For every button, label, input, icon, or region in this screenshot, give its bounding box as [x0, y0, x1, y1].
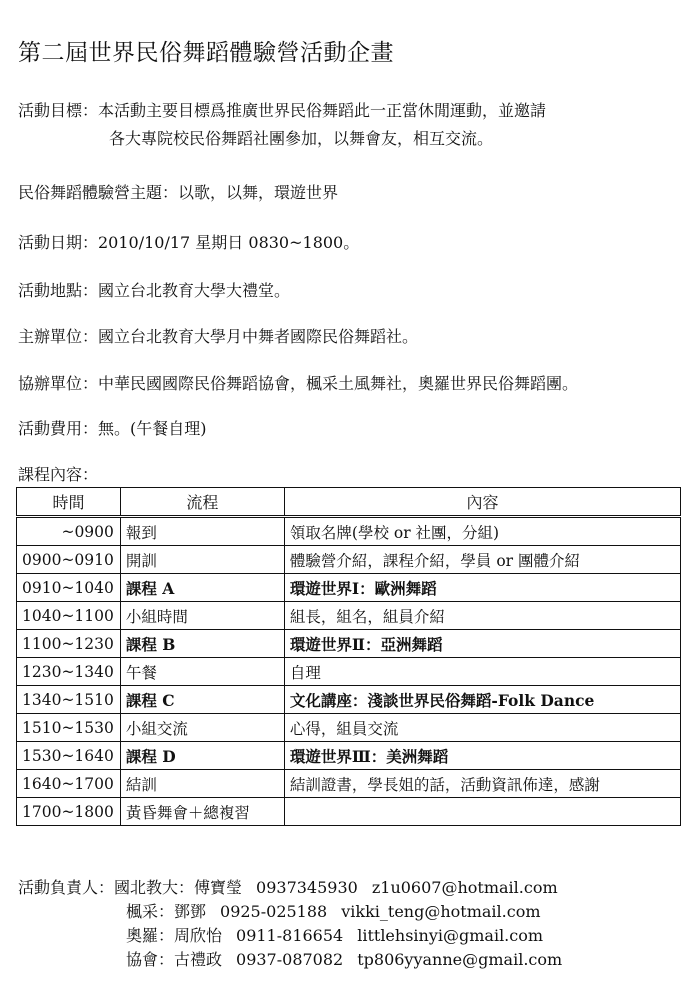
- time-cell: 1510~1530: [17, 714, 121, 742]
- content-cell: 組長，組名，組員介紹: [284, 602, 680, 630]
- flow-cell: 小組時間: [120, 602, 284, 630]
- schedule-label: 課程內容：: [18, 465, 99, 484]
- time-cell: ~0900: [17, 517, 121, 546]
- contact-phone: 0937345930: [256, 878, 358, 897]
- table-row: [17, 686, 681, 714]
- time-cell: 1230~1340: [17, 658, 121, 686]
- organizer-text: 主辦單位：國立台北教育大學月中舞者國際民俗舞蹈社。: [18, 327, 419, 346]
- flow-cell: 報到: [120, 517, 284, 546]
- document-title: 第二屆世界民俗舞蹈體驗營活動企畫: [18, 40, 394, 66]
- content-cell: 環遊世界Ⅱ：亞洲舞蹈: [284, 630, 680, 658]
- contact-line: [18, 876, 562, 900]
- time-cell: 1040~1100: [17, 602, 121, 630]
- table-row: [17, 630, 681, 658]
- contact-line: [18, 924, 562, 948]
- flow-cell: 結訓: [120, 770, 284, 798]
- content-cell: 結訓證書，學長姐的話，活動資訊佈達，感謝: [284, 770, 680, 798]
- flow-cell: 黃昏舞會＋總複習: [120, 798, 284, 826]
- theme-text: 民俗舞蹈體驗營主題：以歌，以舞，環遊世界: [18, 183, 339, 202]
- contact-email[interactable]: tp806yyanne@gmail.com: [357, 950, 563, 969]
- contacts-label: 活動負責人：: [18, 878, 115, 897]
- co-organizer-text: 協辦單位：中華民國國際民俗舞蹈協會，楓采土風舞社，奧羅世界民俗舞蹈團。: [18, 374, 579, 393]
- time-cell: 1640~1700: [17, 770, 121, 798]
- contact-org-name: 協會：古禮政: [126, 950, 223, 969]
- contact-email[interactable]: littlehsinyi@gmail.com: [357, 926, 544, 945]
- contact-line: [18, 900, 562, 924]
- time-cell: 1700~1800: [17, 798, 121, 826]
- table-row: [17, 517, 681, 546]
- table-row: [17, 602, 681, 630]
- flow-cell: 小組交流: [120, 714, 284, 742]
- content-cell: 體驗營介紹，課程介紹，學員 or 團體介紹: [284, 546, 680, 574]
- contact-org-name: 奧羅：周欣怡: [126, 926, 223, 945]
- table-row: [17, 714, 681, 742]
- header-flow: 流程: [120, 488, 284, 517]
- contact-phone: 0925-025188: [220, 902, 328, 921]
- flow-cell: 午餐: [120, 658, 284, 686]
- objective-line-2: 各大專院校民俗舞蹈社團參加，以舞會友，相互交流。: [109, 129, 494, 148]
- table-header-row: [17, 488, 681, 517]
- header-time: 時間: [17, 488, 121, 517]
- time-cell: 1100~1230: [17, 630, 121, 658]
- contact-org-name: 楓采：鄧鄧: [126, 902, 207, 921]
- content-cell: 心得，組員交流: [284, 714, 680, 742]
- header-content: 內容: [284, 488, 680, 517]
- contact-phone: 0937-087082: [236, 950, 344, 969]
- time-cell: 1340~1510: [17, 686, 121, 714]
- flow-cell: 課程 D: [120, 742, 284, 770]
- flow-cell: 開訓: [120, 546, 284, 574]
- table-row: [17, 658, 681, 686]
- objective-line-1: 活動目標：本活動主要目標爲推廣世界民俗舞蹈此一正當休閒運動，並邀請: [18, 101, 547, 120]
- content-cell: 領取名牌(學校 or 社團，分組): [284, 517, 680, 546]
- table-row: [17, 546, 681, 574]
- content-cell: 環遊世界Ⅰ：歐洲舞蹈: [284, 574, 680, 602]
- table-row: [17, 574, 681, 602]
- content-cell: 環遊世界Ⅲ：美洲舞蹈: [284, 742, 680, 770]
- contacts-section: [18, 876, 562, 972]
- table-row: [17, 798, 681, 826]
- table-row: [17, 742, 681, 770]
- content-cell: [284, 798, 680, 826]
- table-row: [17, 770, 681, 798]
- content-cell: 自理: [284, 658, 680, 686]
- time-cell: 1530~1640: [17, 742, 121, 770]
- contact-org-name: 國北教大：傅寶瑩: [114, 878, 243, 897]
- contact-phone: 0911-816654: [236, 926, 344, 945]
- fee-text: 活動費用：無。(午餐自理): [18, 419, 207, 438]
- contact-email[interactable]: z1u0607@hotmail.com: [371, 878, 558, 897]
- content-cell: 文化講座：淺談世界民俗舞蹈-Folk Dance: [284, 686, 680, 714]
- location-text: 活動地點：國立台北教育大學大禮堂。: [18, 281, 291, 300]
- flow-cell: 課程 C: [120, 686, 284, 714]
- time-cell: 0910~1040: [17, 574, 121, 602]
- date-text: 活動日期：2010/10/17 星期日 0830~1800。: [18, 233, 360, 252]
- contact-email[interactable]: vikki_teng@hotmail.com: [341, 902, 541, 921]
- flow-cell: 課程 A: [120, 574, 284, 602]
- schedule-table: [16, 487, 681, 826]
- time-cell: 0900~0910: [17, 546, 121, 574]
- contact-line: [18, 948, 562, 972]
- flow-cell: 課程 B: [120, 630, 284, 658]
